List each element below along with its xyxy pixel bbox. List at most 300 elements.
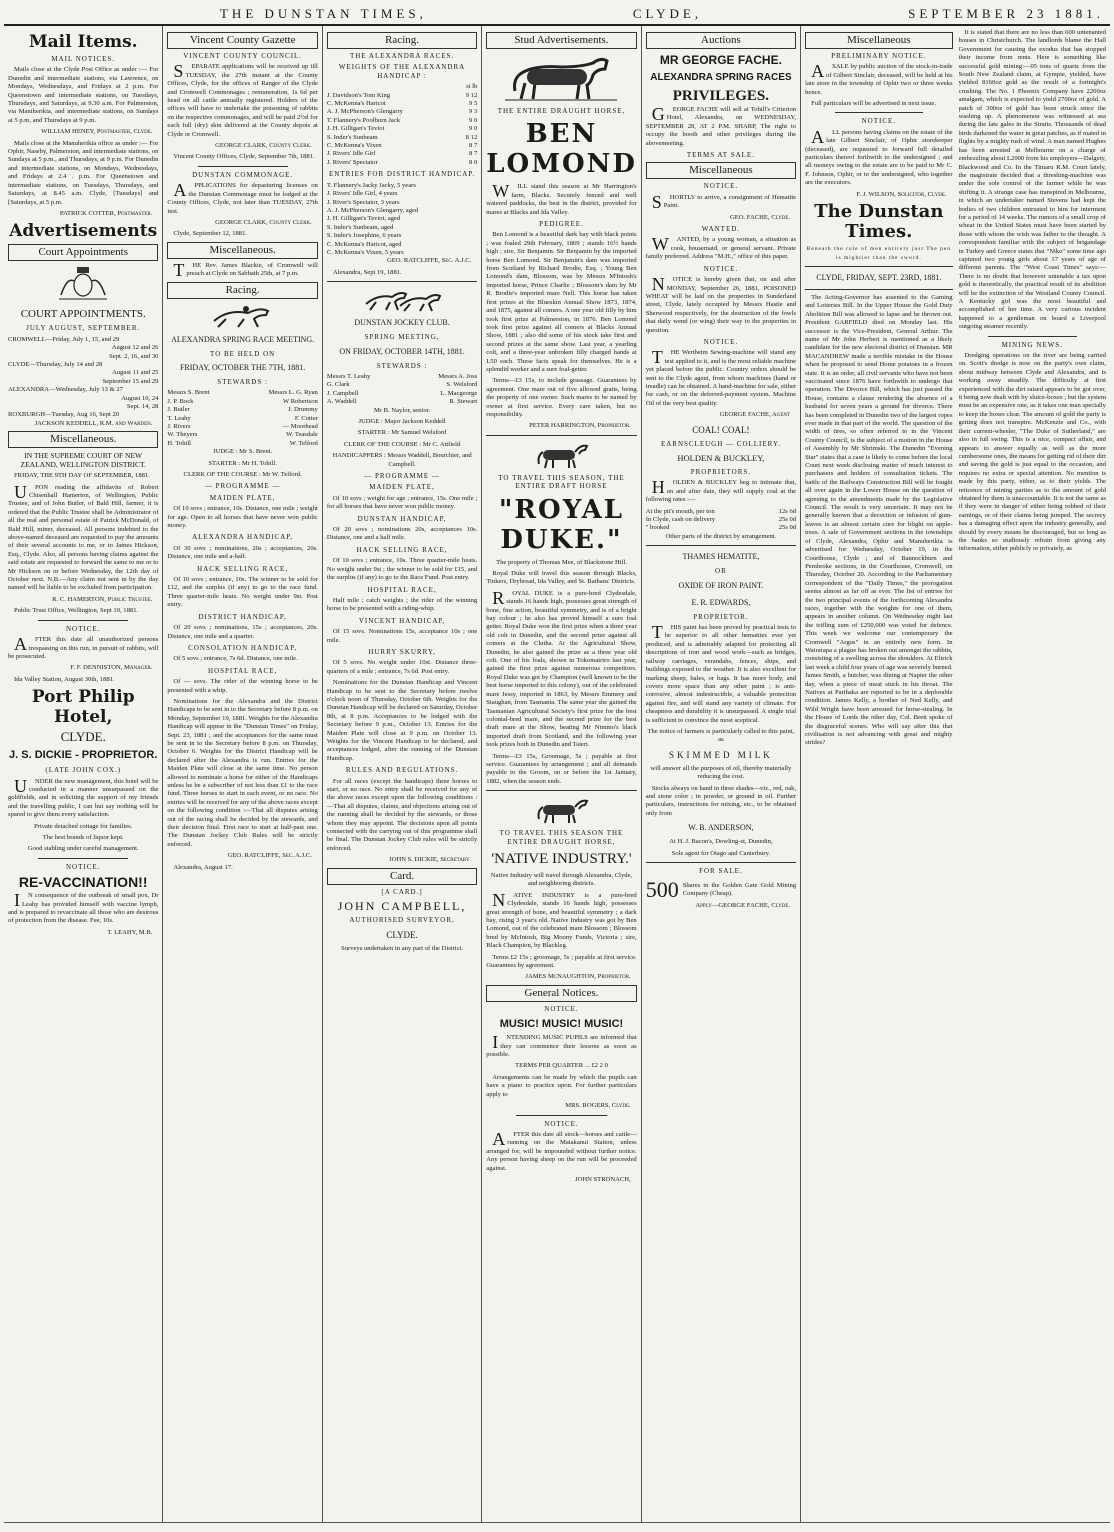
- steward-name: R. Stewart: [449, 398, 478, 406]
- columns: [4, 26, 1110, 1523]
- event-name: MAIDEN PLATE,: [369, 483, 435, 492]
- agent-name: W. B. ANDERSON,: [688, 823, 754, 833]
- event-text: Of 10 sovs ; weight for age ; entrance, 15s. One mile ; for all horses that have never won public money.: [326, 494, 478, 511]
- dh-entry: J. River's Spectator, 3 years: [326, 198, 400, 206]
- horse-name: C. McKenna's Vixen: [326, 142, 382, 150]
- divider: [835, 112, 923, 113]
- horse-weight: 8 7: [469, 150, 478, 158]
- steward-name: G. Clark: [326, 381, 350, 389]
- trespass-notice-signature: F. F. DENNISTON, Manager.: [70, 664, 153, 672]
- skimmed-milk-heading: SKIMMED MILK: [669, 749, 773, 760]
- miscellaneous-heading: Miscellaneous: [805, 32, 952, 49]
- auction-terms: TERMS AT SALE.: [686, 151, 755, 160]
- djc-handicappers: HANDICAPPERS : Messrs Waddell, Bourchier, and Campbell.: [332, 452, 472, 468]
- mining-news-heading: MINING NEWS.: [1001, 340, 1063, 349]
- weights-list: [327, 92, 477, 168]
- divider: [38, 620, 128, 621]
- dh-entry: J. H. Gilligan's Teviot, aged: [326, 215, 401, 223]
- court-date-line: August 11 and 25: [111, 369, 159, 377]
- horse-weight: 9 12: [465, 91, 478, 99]
- rules-heading: RULES AND REGULATIONS.: [345, 766, 459, 775]
- event-name: DUNSTAN HANDICAP,: [357, 514, 447, 523]
- court-date-line: Sept. 2, 16, and 30: [109, 352, 159, 360]
- coat-of-arms-icon: [53, 265, 113, 303]
- horse-weight: 9 3: [469, 108, 478, 116]
- court-date-line: CROMWELL—Friday, July 1, 15, and 29: [8, 335, 120, 343]
- wanted-heading: WANTED.: [701, 225, 741, 234]
- hotel-text-4: Good stabling under careful management.: [27, 845, 139, 853]
- pedigree-text: Ben Lomond is a beautiful dark bay with black points ; was foaled 29th February, 1869 ; stands 16½ hands high ; sire, Sir Benjamin. Sir Benjamin by the imported horse Ben Lomond. Sir Benjamin's dam was imported from Scotland by Richard Brodie, Esq. ; Young Ben Lomond's dam, Blossom, was by Messrs M'Intosh's imported horse, Prince Charlie ; Blossom's dam by Mr R. Brodie's imported mare Nell. This horse has taken first prizes at the Blueskin Annual Show 1873, 1874, and 1875, against all comers. A one year old filly by him took first prize at Palmerston, in 1876. Ben Lomond took first prize against all comers at Blacks Annual Show, 1881 ; also did some of his stock take first and second prizes at the same show. Last year, a yearling colt, and a three-year unbroken filly charged hands at L50 each. These facts speak for themselves. He is a splendid worker and a sure foal-getter.: [486, 231, 637, 373]
- coal-rate-value: 12s 6d: [778, 507, 797, 515]
- event-name: HOSPITAL RACE,: [367, 585, 437, 594]
- divider: [486, 790, 636, 791]
- event-name: HACK SELLING RACE,: [197, 564, 289, 573]
- music-text: INTENDING MUSIC PUPILS are informed that they can commence their lessons as soon as possible.: [486, 1032, 637, 1059]
- commonage-heading: DUNSTAN COMMONAGE.: [192, 170, 294, 179]
- divider: [646, 545, 796, 546]
- commonage-footer: Clyde, September 12, 1881.: [173, 230, 248, 238]
- event-name: HURRY SKURRY,: [368, 647, 436, 656]
- royal-duke-terms: Terms—£3 15s, Groomage, 5s ; payable at first service. Guarantees by arrangement ; and all demands payable to the Groom, on or before the 1st January, 1882, when the season ends.: [486, 752, 637, 785]
- steward-name: Messrs S. Brent: [167, 389, 210, 397]
- stock-signature: JOHN STRONACH,: [575, 1175, 631, 1183]
- judge-line: JUDGE : Mr S. Brent.: [213, 448, 273, 456]
- news-items-2: It is stated that there are no less than 600 untenanted houses in Christchurch. The landlords blame the Hall Government for causing the exodus that has stopped their income from rents. Here is something like successful gold mining:—05 tons of quartz from the South New Zealand claim, at Gympie, yielded, have yielded 8160oz gold as the result of a fortnight's crushing. The No. 1 Phoenix Company have 2200oz amalgam, which is expected to yield 2700oz of gold. A patch of 300oz of gold has been struck since the washing up. A phenomenon was witnessed at sea during the late gales in the Straits. Thousands of dead birds darkened the water in great patches, as if mated in flights by a mighty rush of wind. A man named Hughes has been arrested at Melbourne on a charge of embezzling about L2000 from his employers—Dalgety, Blackwood and Co. In the Timaru R.M. Court lately, the magistrate decided that a threshing-machine was under the sole control of the farmer while he was shifting it. A strange case has transpired in Melbourne, in which an undertaker named Stevens had kept the bodies of two children entrusted to him for interment for a period of 14 weeks. The rumors of a small crop of wheat in the United States must have been started by those with whom the wish was father to the thought. A correspondent familiar with the subject of brigandage in Turkey and Greece states that "Niko" some time ago captured two young girls about 17 years of age of different parents. The "West Coast Times" says:—There is no doubt that however untenable a tax upon gold is theoretically, the practical result of its abolition will be the extinction of the Westland County Council. A Kentucky girl was the most beautiful and accomplished of her time. A very curious incident happened to a gentleman on board a Liverpool outgoing steamer recently.: [958, 29, 1106, 331]
- coal-footer: Other parts of the district by arrangement.: [665, 532, 777, 540]
- coal-heading: COAL! COAL!: [692, 424, 750, 435]
- card-heading: Card.: [327, 868, 477, 885]
- news-items: The Acting-Governor has assented to the Gaming and Lotteries Bill. In the Upper House the Gold Duty Abolition Bill was allowed to lapse and be thrown out. President GARFIELD died on Monday last. His successor is the Vice-President, General Arthur. The name of Mr John Herbert is mentioned as a likely candidate for the new electoral district of Dunstan. MR MACANDREW made a terrible mistake in the House when he proposed to send Home potatoes in a frozen state. It is an order, all civil servants who have not been vaccinated since 1876 have forthwith to undergo that operation. The Divorce Bill, which has just passed the House, contains a clause rendering the absence of a husband for seven years a ground for divorce. There has been completed in Dunedin two of the largest ropes ever made in that part of the world. The question of the width of tires, so often referred to in the Vincent County Council, is the subject of a motion in the House of Assembly by Mr Shrimski. The Dunedin "Evening Star" states that a case is likely to come before the local Court next week disclosing matter of much interest to purchasers and holders of consultation tickets. The battle of the Railways Construction Bill will be fought all over again in the Lower House on the question of agreeing to the amendments made by the Legislative Council. The result is very uncertain. It may not be generally known that a decoction or infusion of gum-leaves is an almost certain cure for blight on apple-trees. A sale of Government sections in the townships of Clyde, Alexandra, Ophir and Manuherikia is advertised for Wednesday, October 19, in the Courthouse, Clyde ; and of Bannockburn and Pembroke sections, in the Courthouse, Cromwell, on Thursday, October 20. According to the Parliamentary correspondent of the "Daily Times," the prorogation seems almost as far off as ever. The list of entries for the two principal events of the forthcoming Alexandra races, together with the weights for one of them, appears in another column. On Wednesday night last the trifling sum of £250,000 was voted for defence. This week we welcome our contemporary the Cromwell "Argus" in an entirely new form. In Wairarapa a plague has broken out amongst the rabbits, consisting of a swelling across the shoulders. At Eltrick last week a child four years of age was severely burned. James Smith, a butcher, was dining at Napier the other day, when a piece of meat stuck in his throat. The Natives at Parihaka are reported to be in a deplorable condition. James Kelly, a brother of Ned Kelly, and Wild Wright have been arrested for horse-stealing. In the House of Lords the other day, Col. Brett spoke of the disgraceful scenes. Who will say after this that civilisation is not advancing with great and mighty strides?: [805, 293, 953, 747]
- horse-name: A. J. McPherson's Glengarry: [326, 108, 403, 116]
- event-name: MAIDEN PLATE,: [209, 493, 276, 502]
- horse-name: T. Flannery's Poolburn Jack: [326, 116, 401, 124]
- estate-notice-text: ALL persons having claims on the estate of the late Gilbert Sinclair, of Ophir storekeeper (deceased), are requested to forward full detailed particulars thereof forthwith to the undersigned ; and all moneys owing to the estate are to be paid to Mr C. F. Johnson, Ophir, or to the undersigned, who together are the executors.: [805, 126, 953, 187]
- music-heading: MUSIC! MUSIC! MUSIC!: [499, 1018, 624, 1031]
- steward-name: J. P. Bock: [167, 397, 194, 405]
- estate-notice-heading: NOTICE.: [861, 117, 897, 126]
- weight-row: [327, 100, 477, 108]
- privileges-heading: PRIVILEGES.: [672, 88, 770, 104]
- trespass-notice-text: AFTER this date all unauthorized persons trespassing on this run, in pursuit of rabbits, will be prosecuted.: [8, 634, 159, 660]
- programme-heading: — PROGRAMME —: [204, 482, 281, 491]
- steward-name: — Moorhead: [282, 422, 318, 430]
- royal-duke-property: The property of Thomas Mee, of Blackstone Hill.: [496, 558, 627, 566]
- event-text: Of 10 sovs ; entrance, 10s. The winner to be sold for £12, and the surplus (if any) to go to the race fund. Three quarter-mile heats. No weight under 9st. Post entry.: [167, 576, 318, 609]
- horse-name: C. McKenna's Haricot: [326, 100, 386, 108]
- ben-lomond-name: BEN LOMOND: [486, 119, 637, 180]
- council-footer: Vincent County Offices, Clyde, September 7th, 1881.: [173, 153, 315, 161]
- event-text: Of 5 sovs ; entrance, 7s 6d. Distance, one mile.: [173, 655, 298, 663]
- stock-notice-heading: NOTICE.: [544, 1119, 579, 1128]
- masthead-place: CLYDE,: [632, 6, 703, 21]
- supreme-court-text: UPON reading the affidavits of Robert Chisenhall Hamerton, of Wellington, Public Trustee, and of John Butler, of Bald Hill, farmer, it is ordered that the Public Trustee shall be Administrator of all the real and personal estate of Patrick McDonald, of Bald Hill, miner, deceased. All persons indebted to the above-named deceased are requested to pay the amounts of their several accounts to me, or to James Hickson, Esq., Clyde. Also, all persons having claims against the said estate are requested to forward the same to me or to Mr Hickson on or before Wednesday, the 12th day of October next. N.B.—Any claim not sent in by the day named will be liable to be excluded from participation.: [8, 481, 159, 592]
- miscellaneous-heading: Miscellaneous: [646, 162, 796, 179]
- poison-text: NOTICE is hereby given that, on and after MONDAY, September 26, 1881, POISONED WHEAT will be laid on the properties in Sunderland street, Clyde, lately occupied by Messrs Hastie and Sherwood respectively, for the destruction of the fowls that daily wend (or wing) their way to the properties in question.: [645, 274, 797, 334]
- masthead-title: THE DUNSTAN TIMES,: [219, 6, 427, 21]
- council-text: SEPARATE applications will be received up till TUESDAY, the 27th instant at the County Offices, Clyde, for the offices of Ranger of the Clyde and Cromwell Commonages ; remuneration, 1s 6d per head on all cattle annually registered. Holders of the offices will have to undertake the poisoning of rabbits on the respective commonages, and will be paid 2½d for each full (dry) skin delivered at the County depots at Clyde or Cromwell.: [167, 61, 318, 138]
- preliminary-notice-heading: PRELIMINARY NOTICE.: [831, 52, 927, 60]
- miscellaneous-heading: Miscellaneous.: [8, 431, 158, 448]
- racehorses-icon: [362, 286, 442, 312]
- music-signature: MRS. ROGERS, Clyde.: [565, 1102, 631, 1110]
- weight-row: [327, 92, 477, 100]
- divider: [805, 289, 952, 290]
- dh-entry: S. Inder's Josephine, 6 years: [326, 232, 402, 240]
- race-footer: Alexandra, August 17.: [173, 863, 233, 871]
- commonage-text: APPLICATIONS for depasturing licenses on the Dunstan Commonage must be lodged at the County Offices, Clyde, not later than TUESDAY, 27th inst.: [167, 180, 318, 215]
- racing-heading: Racing.: [167, 282, 317, 299]
- supreme-court-signature: R. C. HAMERTON, Public Trustee.: [52, 595, 153, 603]
- column-2: [163, 26, 322, 1522]
- event-text: Of 15 sovs. Nominations 15s, acceptance 10s ; one mile.: [326, 628, 478, 644]
- paint-text-3: Stocks always on hand in three shades—viz., red, oak, and stone color ; in powder, or ground in oil. Further particulars, instructions for mixing, etc., to be obtained only from: [645, 784, 797, 817]
- native-industry-text: NATIVE INDUSTRY is a pure-bred Clydesdale, stands 16 hands high, possesses great strength of bone, and beautiful symmetry ; a dark bay, rising 3 year's old. Native Industry was got by Ben Lomond, out of the celebrated mare Blossom ; Blossom bred by McIntosh, Big Moony Funds, Victoria ; sire, Black Champion, by Blackleg.: [486, 889, 637, 950]
- race-date: FRIDAY, OCTOBER THE 7TH, 1881.: [179, 362, 306, 372]
- music-notice-heading: NOTICE.: [544, 1004, 579, 1013]
- masthead-date: SEPTEMBER 23 1881.: [908, 6, 1104, 21]
- court-date-line: CLYDE—Thursday, July 14 and 28: [8, 360, 103, 368]
- event-text: Of — sovs. The rider of the winning horse to be presented with a whip.: [167, 678, 318, 694]
- dunstan-times-heading: The Dunstan Times.: [814, 201, 944, 243]
- horse-weight: 8 7: [469, 142, 478, 150]
- oxide-heading: OXIDE OF IRON PAINT.: [678, 580, 764, 590]
- horse-name: J. H. Gilligan's Teviot: [326, 125, 385, 133]
- divider: [486, 435, 636, 436]
- column-4: [482, 26, 641, 1522]
- coal-rate-value: 25s 0d: [778, 516, 797, 524]
- shares-text: Shares in the Golden Gate Gold Mining Company (Cheap).: [682, 882, 797, 898]
- coal-text: HOLDEN & BUCKLEY beg to intimate that, on and after date, they will supply coal at the following rates :—: [645, 477, 797, 504]
- steward-name: J. Drummy: [288, 406, 318, 414]
- rules-signature: JOHN S. DICKIE, Secretary.: [389, 856, 472, 864]
- weights-unit: st lb: [466, 83, 478, 91]
- masthead-spacer: [10, 7, 14, 22]
- steward-name: Messrs A. Joss: [438, 372, 478, 380]
- hotel-text-2: Private detached cottage for families.: [34, 822, 133, 830]
- mail-items-heading: Mail Items.: [28, 32, 138, 52]
- stock-text: AFTER this date all stock—horses and cattle—running on the Matakanui Station, unless arranged for, will be impounded without further notice. Any person having sheep on the run will be proceeded against.: [486, 1128, 637, 1172]
- stud-heading: Stud Advertisements.: [486, 32, 636, 49]
- commonage-signature: GEORGE CLARK, County Clerk.: [215, 218, 312, 226]
- event-text: Of 5 sovs. No weight under 10st. Distance three-quarters of a mile ; entrance, 7s 6d. Post entry.: [326, 659, 478, 675]
- steward-name: T. Leahy: [167, 414, 191, 422]
- djc-programme-heading: — PROGRAMME —: [364, 472, 440, 481]
- divider: [38, 858, 128, 859]
- court-dates-list: [8, 336, 158, 420]
- divider: [327, 281, 477, 282]
- hotel-text: UNDER the new management, this hotel will be conducted in a manner unsurpassed on the goldfields, and in soliciting the support of my friends and the travelling public, I can but say nothing will be spared to give them every satisfaction.: [8, 775, 159, 819]
- horse-weight: 9 0: [469, 125, 478, 133]
- royal-duke-text: ROYAL DUKE is a pure-bred Clydesdale, stands 16 hands high, possesses great strength of bone, fine action, beautiful symmetry, and is of a bright bay colour ; he also has proved himself a sure foal getter. Royal Duke won the first prize when a three year old colt in Dunedin, and the second prize against all comers at the Clutha. At the Agricultural Show, Dunedin, he also gained the prize as a three year old colt. One of his foals, shown in Tokomairiro last year, gained the first prize against numerous competitors. Royal Duke was got by Champion (well known to be the best horse imported to this colony), out of the celebrated mare Jessy, imported in 1863, by Messrs Emmery and Staughan, from Tasmania. The same year she gained the Tasmanian Agricultural Society's first prize for the best colonial-bred mare, and the second prize for the best draft mare at the Show, beating Mr Nimmo's black imported draft from Scotland, and the following year took prizes both in Dunedin and Taieri.: [486, 587, 637, 749]
- dh-entry: T. Flannery's Jacky Jacky, 5 years: [326, 181, 416, 189]
- mail-signature-2: PATRICK COTTER, Postmaster.: [59, 209, 153, 217]
- edwards-proprietor: PROPRIETOR.: [693, 612, 749, 621]
- steward-name: Messrs L. G. Ryan: [268, 389, 318, 397]
- ben-lomond-intro: THE ENTIRE DRAUGHT HORSE,: [497, 107, 626, 115]
- coal-rate-label: " booked: [645, 524, 670, 532]
- court-appointments-heading: Court Appointments: [8, 244, 158, 261]
- ben-lomond-terms: Terms—£3 15s, to include grassage. Guarantees by agreement. One mare out of five allowed gratis, being the property of one owner. Such mares to be named by owner at first service. Every care taken, but no responsibility.: [486, 377, 637, 418]
- ben-lomond-signature: PETER HARRINGTON, Proprietor.: [529, 422, 631, 430]
- royal-duke-intro: TO TRAVEL THIS SEASON, THE ENTIRE DRAFT HORSE: [498, 473, 625, 491]
- steward-name: S. Welsford: [446, 381, 478, 389]
- dh-entry: C. McKenna's Haricot, aged: [326, 240, 402, 248]
- district-handicap-heading: ENTRIES FOR DISTRICT HANDICAP.: [328, 170, 476, 179]
- horse-name: S. Inder's Sunbeam: [326, 133, 378, 141]
- preliminary-text-2: Full particulars will be advertised in next issue.: [811, 100, 936, 108]
- thames-hematite-heading: THAMES HEMATITE,: [682, 552, 760, 562]
- weights-heading: WEIGHTS OF THE ALEXANDRA HANDICAP :: [338, 63, 466, 80]
- council-signature: GEORGE CLARK, County Clerk.: [215, 142, 312, 150]
- native-industry-terms: Terms £2 15s ; groomage, 5s ; payable at first service. Guarantees by agreement.: [486, 953, 637, 970]
- horse-weight: 8 0: [469, 158, 478, 166]
- court-signature: JACKSON KEDDELL, R.M. and Warden.: [34, 419, 153, 427]
- weight-row: [327, 125, 477, 133]
- race-held-on: TO BE HELD ON: [210, 349, 276, 358]
- auction-title: ALEXANDRA SPRING RACES: [650, 72, 792, 83]
- paper-motto: Beneath the rule of men entirely just The pen is mightier than the sword.: [806, 246, 952, 261]
- event-name: VINCENT HANDICAP,: [358, 616, 446, 625]
- steward-name: L. Macgeorge: [440, 389, 478, 397]
- coal-rate-row: [646, 524, 796, 532]
- horse-name: J. Rivers' Idle Girl: [326, 150, 376, 158]
- sewing-signature: GEORGE FACHE, Agent: [719, 411, 791, 419]
- rules-text: For all races (except the handicaps) three horses to start, or no race. No entry shall be received for any of the above races except upon the following conditions :—That all disputes, claims, and objections arising out of the running shall be decided by the stewards, or those whom they may appoint. The decisions upon all points connected with the carrying out of this programme shall be final. The Dunstan Jockey Club rules will be strictly enforced.: [326, 777, 478, 852]
- agent-footer: Sole agent for Otago and Canterbury.: [671, 849, 771, 857]
- court-date-line: ROXBURGH—Tuesday, Aug 16, Sept 20: [8, 411, 120, 419]
- event-text: Of 20 sovs ; nominations, 15s ; acceptances, 20s. Distance, one mile and a quarter.: [167, 624, 318, 640]
- for-sale-heading: FOR SALE.: [699, 867, 743, 875]
- event-text: Of 10 sovs ; entrance, 10s. Distance, one mile ; weight for age. Open to all horses that have never won public money.: [167, 505, 318, 530]
- event-text: Half mile ; catch weights ; the rider of the winning horse to be presented with a riding-whip.: [326, 596, 478, 613]
- supreme-court-footer: Public Trust Office, Wellington, Sept 10, 1881.: [14, 607, 139, 615]
- newspaper-page: [4, 4, 1110, 1524]
- court-date-line: August 10, 24: [121, 394, 159, 402]
- coal-rate-label: In Clyde, cash on delivery: [645, 516, 716, 524]
- racing-heading: Racing.: [327, 32, 477, 49]
- native-industry-intro: TO TRAVEL THIS SEASON THE ENTIRE DRAUGHT HORSE,: [499, 829, 624, 846]
- event-text: Of 20 sovs ; nominations 20s, acceptances 10s. Distance, one and a half mile.: [326, 526, 478, 542]
- steward-name: F. Cotter: [294, 414, 318, 422]
- horse-name: J. Rivers' Spectator: [326, 158, 378, 166]
- divider: [805, 266, 952, 267]
- djc-notes: Nominations for the Dunstan Handicap and Vincent Handicap to be sent to the Secretary before twelve o'clock noon of Thursday, October 6th. Weights for the Dunstan Handicap will be declared on Saturday, October 8th, at 8 p.m. Acceptances to be lodged with the Secretary before 9 p.m., October 13. Entries for the Maiden Plate will close at 9 p.m. on October 13. Weights for the Vincent Handicap to be declared, and acceptances lodged, after the running of the Dunstan Handicap.: [326, 679, 478, 762]
- starter-line: STARTER : Mr H. Tohill.: [208, 459, 277, 467]
- auctions-heading: Auctions: [646, 32, 796, 49]
- court-date-line: ALEXANDRA—Wednesday, July 13 & 27: [8, 386, 123, 394]
- djc-clerk: CLERK OF THE COURSE : Mr C. Attfield: [343, 440, 461, 448]
- race-meeting-title: ALEXANDRA SPRING RACE MEETING.: [171, 334, 315, 344]
- coal-proprietors-name: HOLDEN & BUCKLEY,: [677, 453, 765, 463]
- gazette-heading: Vincent County Gazette: [167, 32, 317, 49]
- weight-row: [327, 150, 477, 158]
- trespass-notice-heading: NOTICE.: [66, 624, 101, 633]
- supreme-court-date: FRIDAY, THE 9TH DAY OF SEPTEMBER, 1881.: [14, 472, 150, 480]
- horse-weight: 9 0: [469, 116, 478, 124]
- hotel-proprietor: J. S. DICKIE - PROPRIETOR.: [9, 749, 158, 762]
- steward-name: J. Campbell: [326, 389, 359, 397]
- column-1: [4, 26, 163, 1522]
- native-industry-name: 'NATIVE INDUSTRY.': [491, 850, 632, 867]
- edwards-name: E. R. EDWARDS,: [691, 597, 751, 607]
- event-name: HOSPITAL RACE,: [208, 666, 278, 675]
- preaching-text: THE Rev. James Blackie, of Cromwell will preach at Clyde on Sabbath 25th, at 7 p.m.: [173, 259, 318, 280]
- djc-naylor: Mr B. Naylor, senior.: [373, 406, 431, 414]
- dh-entry: A. J. McPherson's Glengarry, aged: [326, 206, 419, 214]
- colliery-heading: EARNSCLEUGH — COLLIERY.: [660, 439, 781, 448]
- divider: [646, 862, 796, 863]
- dh-entry: J. Rivers' Idle Girl, 4 years: [326, 190, 398, 198]
- hotel-late-owner: (LATE JOHN COX.): [45, 766, 122, 775]
- divider: [516, 1115, 606, 1116]
- jockey-club-heading: DUNSTAN JOCKEY CLUB.: [354, 318, 450, 328]
- paint-text: THIS paint has been proved by practical tests to be superior to all other hematites ever yet produced, and is admirably adapted for protecting all descriptions of iron and wood work—such as bridges, railway carriages, verandahs, fences, ships, and buildings exposed to the weather. It is also excellent for marking sheep, bales, or bags. It has more body, and covers more space than any other paint ; is anti-corrosive, almost indestructible, a valuable protection against fire, and will stand any variety of climate. For cheapness and durability it is unsurpassed. A single trial is sufficient to convince the most sceptical.: [645, 622, 797, 724]
- court-date-line: September 15 and 29: [102, 377, 159, 385]
- native-industry-signature: JAMES McNAUGHTON, Proprietor.: [525, 973, 631, 981]
- auctioneer-name: MR GEORGE FACHE.: [659, 53, 782, 67]
- alexandra-races-heading: THE ALEXANDRA RACES.: [349, 52, 455, 60]
- sewing-text: THE Wertheim Sewing-machine will stand any test applied to it, and is the most reliable machine yet placed before the public. Country orders should be sent to the Clyde agent, from whom machines (hand or treadle) can be obtained. A hand-machine for sale, either for cash, or on the deferred-payment system. Machine Oil of the very best quality.: [645, 347, 797, 407]
- steward-name: A. Waddell: [326, 398, 357, 406]
- court-date-line: Sept. 14, 28: [126, 402, 159, 410]
- weight-row: [327, 142, 477, 150]
- stewards-heading: STEWARDS :: [217, 377, 268, 386]
- steward-name: J. Rivers: [167, 422, 191, 430]
- coal-rate-label: At the pit's mouth, per ton: [645, 507, 715, 515]
- preliminary-text: ASALE by public auction of the stock-in-trade of Gilbert Sinclair, deceased, will be held at his late store in the township of Ophir two or three weeks hence.: [805, 61, 953, 96]
- race-signature: GEO. RATCLIFFE, Sec. A.J.C.: [227, 852, 312, 860]
- event-text: Of 30 sovs ; nominations, 20s ; acceptances, 20s. Distance, one mile and a-half.: [167, 544, 318, 561]
- card-place: CLYDE.: [386, 929, 418, 940]
- vaccination-signature: T. LEAHY, M.B.: [107, 928, 153, 936]
- event-text: Of 10 sovs ; entrance, 10s. Three quarter-mile heats. No weight under 9st ; the winner to be sold for £15, and the surplus (if any) to go to the Race Fund. Post entry.: [326, 557, 478, 582]
- hematite-text: SHORTLY to arrive, a consignment of Hematite Paint.: [651, 191, 797, 212]
- for-sale-block: [646, 878, 796, 902]
- native-industry-travel: Native Industry will travel through Alexandra, Clyde, and neighboring districts.: [490, 871, 633, 888]
- draught-horse-icon: [531, 795, 591, 825]
- column-5: [642, 26, 801, 1522]
- card-name: JOHN CAMPBELL,: [337, 899, 467, 914]
- revaccination-heading: RE-VACCINATION!!: [18, 874, 148, 891]
- hematite-signature: GEO. FACHE, Clyde.: [729, 213, 791, 221]
- stewards-list: [167, 389, 317, 448]
- poison-notice-heading: NOTICE.: [703, 264, 739, 273]
- divider: [198, 166, 288, 167]
- dh-entry: C. McKenna's Vixen, 5 years: [326, 248, 404, 256]
- event-name: HACK SELLING RACE,: [356, 545, 448, 554]
- card-sub: [A CARD.]: [381, 887, 423, 896]
- horse-weight: 8 12: [465, 133, 478, 141]
- pedigree-heading: PEDIGREE.: [539, 220, 584, 229]
- shares-count: 500: [645, 877, 679, 903]
- ben-lomond-text: WILL stand this season at Mr Harrington's farm, Blacks. Securely fenced and well watered paddocks, the best in the district, provided for mares at Blacks and Ida Valley.: [486, 181, 637, 216]
- steward-name: J. Butler: [167, 406, 190, 414]
- racehorse-icon: [208, 303, 278, 329]
- djc-stewards-heading: STEWARDS :: [376, 361, 428, 370]
- music-text-2: Arrangements can be made by which the pupils can have a piano to practice upon. For further particulars apply to: [486, 1073, 637, 1098]
- weight-row: [327, 108, 477, 116]
- event-name: CONSOLATION HANDICAP,: [188, 643, 298, 652]
- masthead: [4, 4, 1110, 26]
- coal-rate-row: [646, 516, 796, 524]
- dh-entry: S. Inder's Sunbeam, aged: [326, 223, 394, 231]
- coal-rate-value: 25s 0d: [778, 524, 797, 532]
- divider: [988, 336, 1076, 337]
- dh-entries: [327, 182, 477, 258]
- weight-row: [327, 134, 477, 142]
- weight-row: [327, 117, 477, 125]
- draught-horse-icon: [531, 440, 591, 470]
- card-text: Surveys undertaken in any part of the District.: [341, 944, 464, 952]
- steward-name: W Robertson: [282, 397, 318, 405]
- for-sale-signature: Apply—GEORGE FACHE, Clyde.: [695, 902, 791, 910]
- auction-text: GEORGE FACHE will sell at Tohill's Criterion Hotel, Alexandra, on WEDNESDAY, SEPTEMBER 28, AT 2 P.M. SHARP, The right to occupy the booth and other privileges during the abovemeeting.: [645, 104, 797, 147]
- music-terms: TERMS PER QUARTER ... £2 2 0: [515, 1062, 608, 1070]
- horse-name: J. Davidson's Tom King: [326, 91, 391, 99]
- column-6-right: [959, 29, 1106, 751]
- races-signature: GEO. RATCLIFFE, Sec. A.J.C.: [387, 257, 472, 265]
- court-date-line: August 12 and 26: [111, 344, 159, 352]
- horse-weight: 9 5: [469, 100, 478, 108]
- steward-name: W. Theyers: [167, 431, 198, 439]
- council-heading: VINCENT COUNTY COUNCIL.: [183, 52, 303, 60]
- weight-row: [327, 159, 477, 167]
- race-notes: Nominations for the Alexandra and the District Handicaps to be sent in to the Secretary before 8 p.m. on Monday, September 19, 1881. Weights for the Alexandra Handicap will appear in the "Dunstan Times" on Friday, Sept. 23, 1881 ; and the acceptances for the same must be sent in to the Secretary before 8 p.m. on Thursday, October 6. Weights for the District Handicap will be declared after the Alexandra is run. Entries for the Maiden Plate will close at the same time. No person allowed to nominate a horse for either of the Handicaps unless he be a subscriber of not less than £1 to the race fund. Three horses to start in each event, or no race. No entries will be received for any of the above races except on the following condition :—That all disputes arising out of the racing shall be decided by the stewards, and their decision final. First race to start at half-past one. The Dunstan Jockey Club Rules will be strictly enforced.: [167, 697, 318, 848]
- vaccination-text: IN consequence of the outbreak of small pox, Dr Leahy has provided himself with vaccine lymph, and is prepared to revaccinate all those who are desirous of protection from the disease. Fee, 10s.: [8, 890, 159, 925]
- jockey-club-date: ON FRIDAY, OCTOBER 14TH, 1881.: [339, 346, 465, 356]
- miscellaneous-heading: Miscellaneous.: [167, 242, 317, 259]
- court-appointments-title: COURT APPOINTMENTS.: [20, 308, 146, 321]
- mining-news-text: Dredging operations on the river are being carried on. Scott's dredge is now on the party's own claim, about midway between Clyde and Alexandra, and is working away steadily. The difficulty at first experienced with the dirt raised appears to be got over, it being now dealt with by sluice-boxes ; but the system must be an expensive one, as it takes one man specially to keep the boxes clear. The amount of gold the party is getting does not transpire. McKenzie and Co., with their current-wheeler, "The Duke of Sutherland," are also in full swing. This is a nice, compact affair, and appears to answer equally as well as the more cumbersome ones, the means for getting rid of their dirt and saving the gold is just equal to the occasion, and requires no extra or special attention. No mention is made by this party, either, as to their yields. The reticence of mining parties as to the amount of gold obtained by them is unaccountable. It is not the same as if they were in danger of either being robbed of their earnings, or of their claims being jumped. The secrecy has a damaging effect upon the industry generally, and should by every means be discouraged, but so long as the banks so studiously refrain from giving any information, either publicly or privately, as: [958, 352, 1106, 553]
- spring-meeting: SPRING MEETING,: [364, 333, 440, 342]
- royal-duke-travel: Royal Duke will travel this season through Blacks, Tinkers, Drybread, Ida Valley, and St. Bathans' Districts.: [486, 570, 637, 586]
- column-6: [801, 26, 1110, 1522]
- paint-notice: The notice of farmers is particularly called to this paint, as: [647, 727, 795, 744]
- coal-rate-row: [646, 508, 796, 516]
- hematite-notice-heading: NOTICE.: [703, 182, 739, 191]
- coal-proprietors-label: PROPRIETORS.: [690, 468, 752, 476]
- dateline: CLYDE, FRIDAY, SEPT. 23RD, 1881.: [816, 272, 942, 282]
- steward-name: H. Tohill: [167, 439, 192, 447]
- court-appointments-months: JULY AUGUST, SEPTEMBER.: [26, 324, 141, 333]
- clerk-line: CLERK OF THE COURSE : Mr W. Telford.: [183, 471, 302, 478]
- thames-or: OR: [715, 567, 727, 576]
- trespass-notice-footer: Ida Valley Station, August 30th, 1881.: [14, 675, 115, 683]
- column-3: [323, 26, 482, 1522]
- agent-address: At H. J. Bacon's, Dowling-st, Dunedin,: [669, 838, 773, 846]
- mail-notices-subheading: MAIL NOTICES.: [51, 55, 116, 63]
- draught-horse-icon: [501, 53, 621, 103]
- wanted-text: WANTED, by a young woman, a situation as cook, housemaid, or general servant. Private family preferred. Address "M.H.," office of this paper.: [645, 234, 797, 261]
- steward-name: Messrs T. Leahy: [326, 372, 371, 380]
- steward-name: W. Telford: [289, 439, 318, 447]
- hotel-place: CLYDE.: [60, 729, 106, 745]
- royal-duke-name: "ROYAL DUKE.": [498, 494, 625, 555]
- card-title: AUTHORISED SURVEYOR,: [349, 916, 455, 925]
- races-footer: Alexandra, Sept 19, 1881.: [332, 268, 402, 276]
- column-6-left: [805, 29, 952, 751]
- event-name: DISTRICT HANDICAP,: [198, 612, 287, 621]
- mail-notice-text-2: Mails close at the Manuherikia office as under :— For Ophir, Naseby, Palmerston, and intermediate stations, on Sundays at 5 p.m., and Thursdays, at 9 p.m. For Dunedin and intermediate stations, on Mondays, Wednesdays, and Fridays at 2.4 . p.m. For Queenstown and intermediate stations, on Tuesdays, Thursdays, and Saturdays, at 8.45 a.m. Clyde, [Tuesdays] and [Saturdays, at 5 p.m.: [8, 139, 159, 206]
- general-notices-heading: General Notices.: [486, 985, 636, 1002]
- paint-text-2: will answer all the purposes of oil, thereby materially reducing the cost.: [650, 764, 792, 781]
- steward-name: W. Teasdale: [286, 431, 318, 439]
- djc-starter: STARTER : Mr Samuel Welsford: [357, 429, 447, 437]
- mail-notice-text: Mails close at the Clyde Post Office as under :— For Dunedin and intermediate stations, via Lawrence, on Mondays, Wednesdays, and Fridays at 2 p.m. For Queenstown and intermediate stations, on Tuesdays, Thursdays, and Saturdays, at 9.30 a.m. For Palmerston, via Maniherikia, and intermediate stations, on Sundays at 5 p.m, and Thursdays at 9 p.m.: [8, 66, 159, 124]
- advertisements-heading: Advertisements: [9, 221, 158, 242]
- event-name: ALEXANDRA HANDICAP,: [192, 533, 294, 542]
- column-6-split: [805, 29, 1106, 751]
